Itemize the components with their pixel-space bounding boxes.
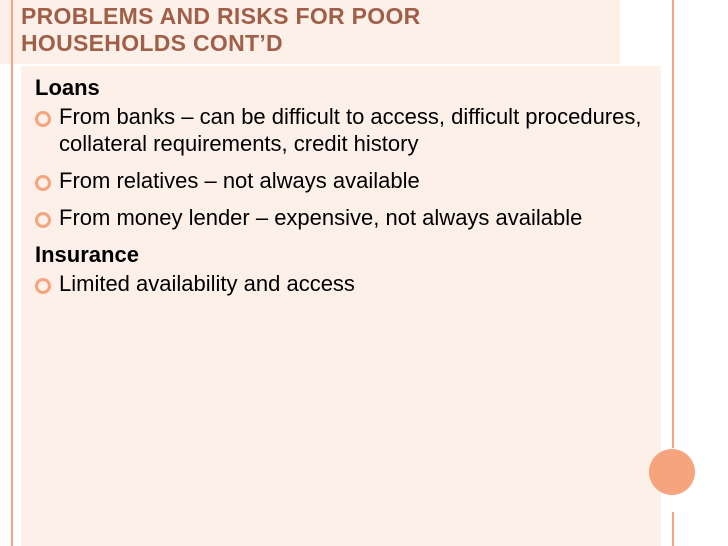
section-heading-insurance: Insurance — [35, 242, 139, 267]
bullet-text: From banks – can be difficult to access, difficult procedures, collateral requirements, credit history — [59, 104, 642, 156]
bullet-ring-icon — [35, 212, 51, 228]
frame-line-right — [672, 0, 674, 448]
bullet-text: Limited availability and access — [59, 271, 355, 296]
slide-title: PROBLEMS AND RISKS FOR POOR HOUSEHOLDS CONT’D — [21, 3, 421, 56]
frame-line-right-lower — [672, 512, 674, 546]
slide-content — [35, 74, 665, 307]
bullet-item — [35, 270, 665, 297]
bullet-item — [35, 167, 665, 194]
bullet-ring-icon — [35, 111, 51, 127]
section-heading-loans: Loans — [35, 75, 100, 100]
bullet-item — [35, 204, 665, 231]
frame-line-left — [11, 0, 13, 546]
bullet-ring-icon — [35, 278, 51, 294]
bullet-ring-icon — [35, 175, 51, 191]
decorative-circle-icon — [649, 449, 695, 495]
bullet-text: From relatives – not always available — [59, 168, 420, 193]
bullet-text: From money lender – expensive, not always available — [59, 205, 583, 230]
bullet-item — [35, 103, 665, 157]
